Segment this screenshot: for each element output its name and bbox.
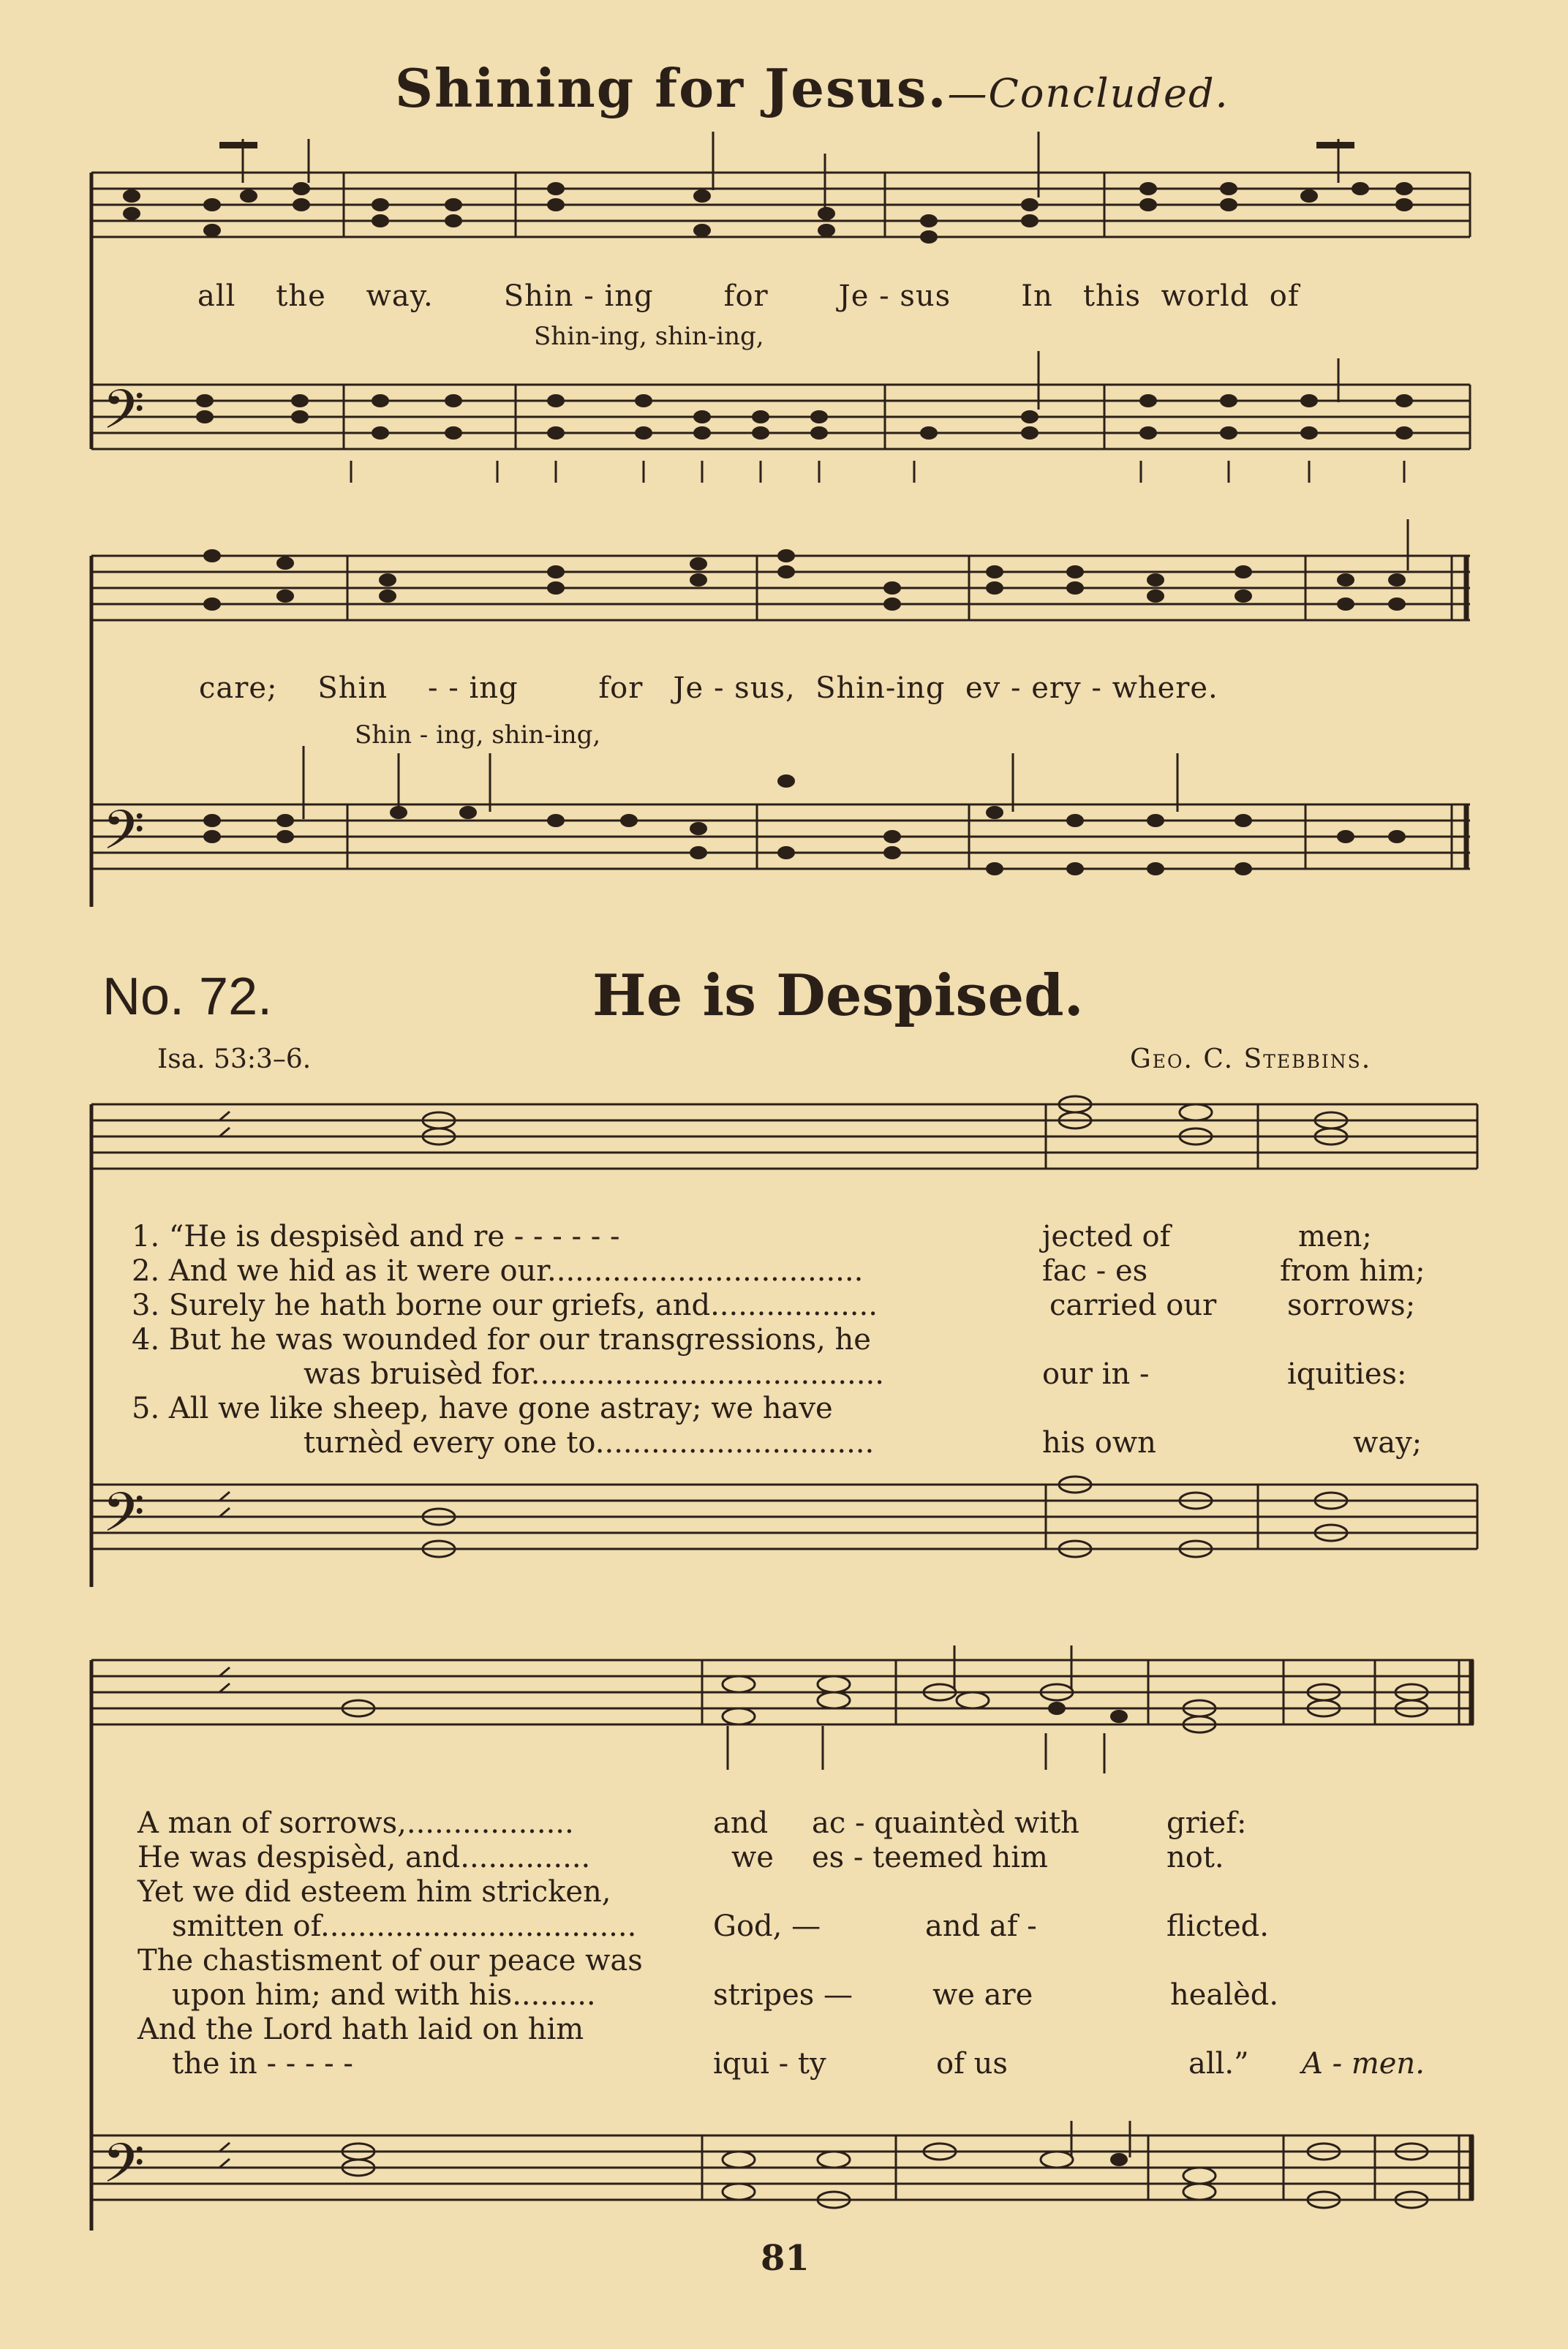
system-1-lyrics [197, 279, 1300, 313]
verse-5 [132, 1392, 833, 1425]
syllable: world [1161, 279, 1250, 313]
syllable: where. [1112, 671, 1218, 705]
song-title: Shining for Jesus. [395, 57, 948, 119]
verse-ending: jected of [1042, 1220, 1171, 1253]
verse-text: Yet we did esteem him stricken, [137, 1875, 611, 1909]
syllable: Je [673, 671, 704, 705]
system-2-lyrics [199, 671, 1218, 705]
verse-text-cont: was bruisèd for...................................... [304, 1357, 884, 1391]
verse-number: 5. [132, 1392, 160, 1425]
verse-ending: men; [1298, 1220, 1372, 1253]
verse-ending: healèd. [1170, 1978, 1279, 2012]
syllable: this [1082, 279, 1142, 313]
verse-number: 3. [132, 1289, 160, 1322]
verse-text: And we hid as it were our.................................. [168, 1254, 864, 1288]
verse-ending: his own [1042, 1426, 1156, 1460]
verse-text: Surely he hath borne our griefs, and.................. [168, 1289, 878, 1322]
composer: Geo. C. Stebbins. [1130, 1044, 1372, 1074]
syllable: - [879, 279, 890, 313]
page-title [395, 57, 1229, 119]
syllable: for [723, 279, 769, 313]
syllable: ing [604, 279, 654, 313]
verse-ending: sorrows; [1287, 1289, 1416, 1322]
syllable: - [584, 279, 595, 313]
verse-ending: stripes — [713, 1978, 853, 2012]
svg-text:𝄢: 𝄢 [102, 799, 145, 875]
syllable: In [1021, 279, 1053, 313]
syllable: the [276, 279, 326, 313]
amen: A - men. [1302, 2047, 1425, 2081]
verse-ending: we are [932, 1978, 1033, 2012]
syllable: - [448, 671, 459, 705]
verse-ending: God, — [713, 1909, 821, 1943]
syllable: sus, [734, 671, 796, 705]
verse-text: All we like sheep, have gone astray; we have [168, 1392, 833, 1425]
verse-ending: ac - quaintèd with [812, 1806, 1079, 1840]
verse-text: “He is despisèd and re - - - - - - [168, 1220, 620, 1253]
syllable: Shin [503, 279, 574, 313]
syllable: ing [469, 671, 519, 705]
verse-2 [132, 1254, 863, 1288]
svg-text:𝄢: 𝄢 [102, 2132, 145, 2209]
syllable: - [427, 671, 439, 705]
system-1-echo: Shin-ing, shin-ing, [534, 322, 764, 351]
syllable: all [197, 279, 236, 313]
syllable: ery [1031, 671, 1082, 705]
syllable: ev [965, 671, 1001, 705]
verse-ending: and [713, 1806, 769, 1840]
syllable: - [1091, 671, 1102, 705]
verse-text-cont: turnèd every one to.............................. [304, 1426, 875, 1460]
verse-ending: grief: [1166, 1806, 1247, 1840]
syllable: Shin [317, 671, 388, 705]
verse-ending: iqui - ty [713, 2047, 826, 2081]
syllable: for [598, 671, 644, 705]
concluded-label: —Concluded. [947, 70, 1229, 116]
verse-text: But he was wounded for our transgressions, he [168, 1323, 871, 1357]
syllable: of [1269, 279, 1300, 313]
verse-3 [132, 1289, 878, 1322]
verse-ending: our in - [1042, 1357, 1150, 1391]
system-2-music [0, 512, 1568, 921]
syllable: Je [838, 279, 870, 313]
verse-ending: of us [936, 2047, 1008, 2081]
verse-text-cont: smitten of.................................. [172, 1909, 637, 1943]
verse-number: 1. [132, 1220, 160, 1253]
verse-ending: we [731, 1841, 774, 1874]
verse-number: 4. [132, 1323, 160, 1357]
verse-text-cont: upon him; and with his......... [172, 1978, 596, 2012]
svg-text:𝄢: 𝄢 [102, 1481, 145, 1558]
verse-text: And the Lord hath laid on him [137, 2013, 584, 2046]
verse-text: The chastisment of our peace was [137, 1944, 643, 1977]
syllable: way. [366, 279, 434, 313]
syllable: - [713, 671, 725, 705]
verse-ending: and af - [925, 1909, 1037, 1943]
syllable: sus [900, 279, 951, 313]
verse-ending: fac - es [1042, 1254, 1148, 1288]
verse-ending: carried our [1049, 1289, 1217, 1322]
verse-text: A man of sorrows,.................. [137, 1806, 574, 1840]
verse-ending: from him; [1280, 1254, 1425, 1288]
verse-text-cont: the in - - - - - [172, 2047, 353, 2081]
hymn-number: No. 72. [102, 968, 273, 1026]
verse-1 [132, 1220, 619, 1253]
hymn-title: He is Despised. [592, 962, 1084, 1029]
syllable: care; [199, 671, 278, 705]
system-2-echo: Shin - ing, shin-ing, [355, 720, 601, 750]
verse-text: He was despisèd, and.............. [137, 1841, 591, 1874]
verse-ending: not. [1166, 1841, 1224, 1874]
verse-ending: all.” [1188, 2047, 1249, 2081]
verse-4 [132, 1323, 871, 1357]
page-number: 81 [761, 2238, 810, 2279]
syllable: Shin-ing [815, 671, 946, 705]
syllable: - [1010, 671, 1022, 705]
verse-ending: es - teemed him [812, 1841, 1048, 1874]
svg-text:𝄢: 𝄢 [102, 378, 145, 455]
scripture-reference: Isa. 53:3–6. [157, 1044, 312, 1074]
verse-ending: way; [1353, 1426, 1422, 1460]
verse-ending: flicted. [1166, 1909, 1269, 1943]
verse-ending: iquities: [1287, 1357, 1407, 1391]
verse-number: 2. [132, 1254, 160, 1288]
